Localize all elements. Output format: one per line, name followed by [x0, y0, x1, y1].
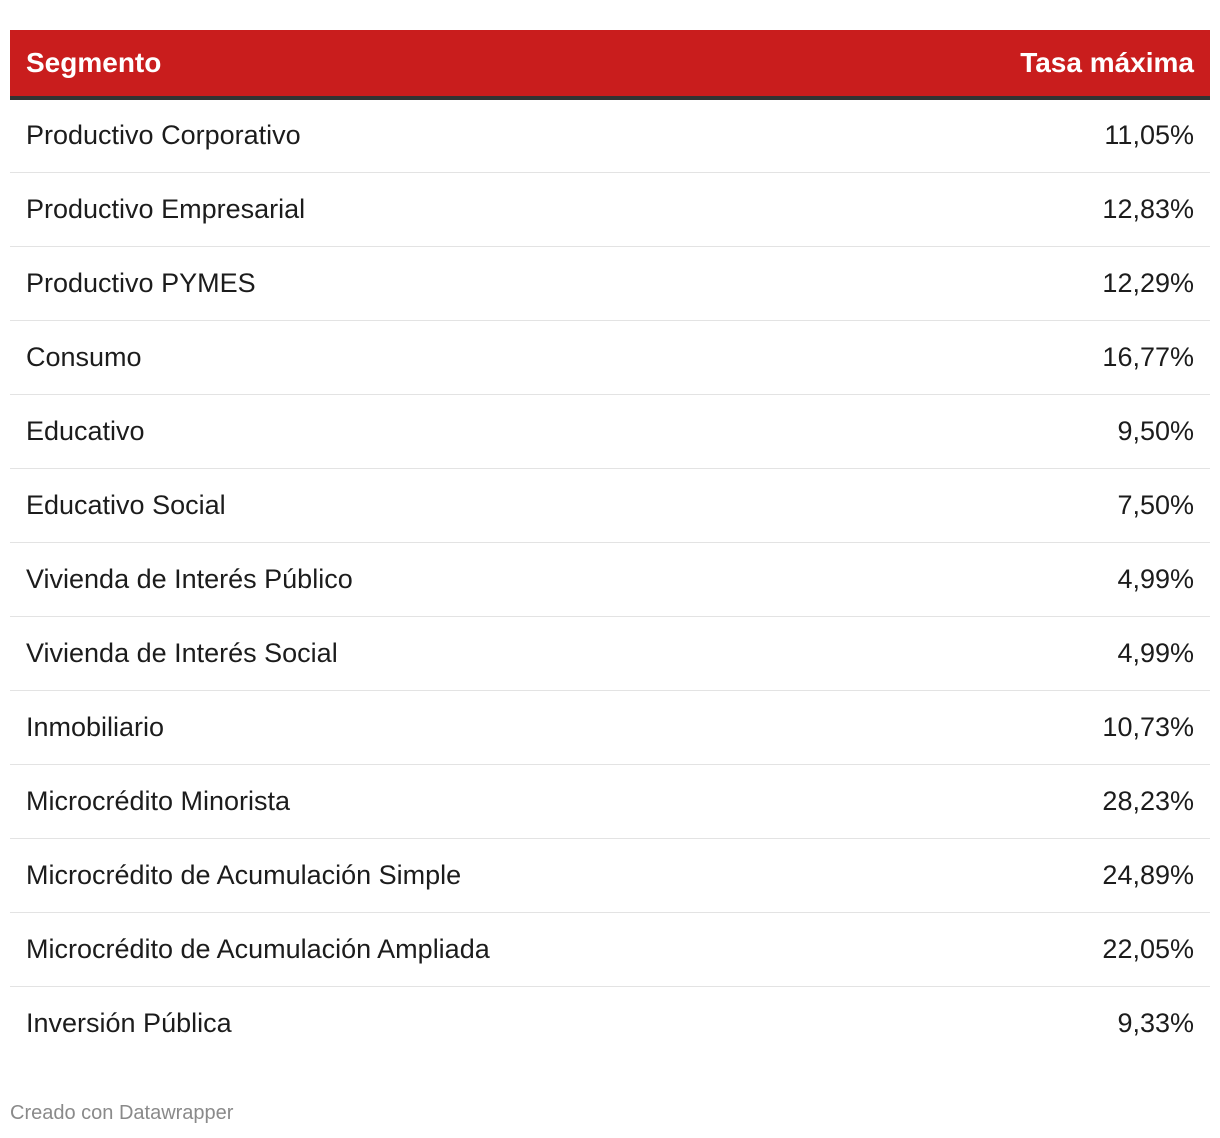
table-header-row — [10, 30, 1210, 98]
table-row — [10, 986, 1210, 1060]
table-row — [10, 246, 1210, 320]
segment-cell: Productivo PYMES — [10, 246, 610, 320]
segment-cell: Microcrédito de Acumulación Ampliada — [10, 912, 610, 986]
segment-cell: Educativo — [10, 394, 610, 468]
table-row — [10, 98, 1210, 172]
rate-cell: 12,29% — [610, 246, 1210, 320]
segment-cell: Microcrédito Minorista — [10, 764, 610, 838]
table-row — [10, 838, 1210, 912]
segment-cell: Consumo — [10, 320, 610, 394]
table-row — [10, 320, 1210, 394]
rate-cell: 4,99% — [610, 616, 1210, 690]
rate-cell: 16,77% — [610, 320, 1210, 394]
table-row — [10, 912, 1210, 986]
rate-cell: 10,73% — [610, 690, 1210, 764]
rate-cell: 4,99% — [610, 542, 1210, 616]
rate-cell: 24,89% — [610, 838, 1210, 912]
rate-cell: 9,50% — [610, 394, 1210, 468]
segment-cell: Productivo Corporativo — [10, 98, 610, 172]
footer-credit: Creado con Datawrapper — [10, 1102, 234, 1124]
table-row — [10, 542, 1210, 616]
table-row — [10, 172, 1210, 246]
segment-cell: Vivienda de Interés Público — [10, 542, 610, 616]
rate-cell: 7,50% — [610, 468, 1210, 542]
rate-cell: 11,05% — [610, 98, 1210, 172]
rate-cell: 9,33% — [1117, 1007, 1194, 1038]
rates-table — [10, 30, 1210, 1060]
segment-cell: Inmobiliario — [10, 690, 610, 764]
rates-table-container — [10, 30, 1210, 1060]
table-row — [10, 764, 1210, 838]
table-row — [10, 690, 1210, 764]
table-row — [10, 616, 1210, 690]
segment-cell: Microcrédito de Acumulación Simple — [10, 838, 610, 912]
table-row — [10, 468, 1210, 542]
table-body — [10, 98, 1210, 1060]
column-header-rate[interactable]: Tasa máxima — [610, 30, 1210, 98]
table-row — [10, 394, 1210, 468]
rate-cell: 22,05% — [610, 912, 1210, 986]
segment-cell: Productivo Empresarial — [10, 172, 610, 246]
segment-cell: Vivienda de Interés Social — [10, 616, 610, 690]
segment-cell: Inversión Pública — [26, 1007, 232, 1038]
segment-cell: Educativo Social — [10, 468, 610, 542]
column-header-segment[interactable]: Segmento — [10, 30, 610, 98]
rate-cell: 28,23% — [610, 764, 1210, 838]
rate-cell: 12,83% — [610, 172, 1210, 246]
